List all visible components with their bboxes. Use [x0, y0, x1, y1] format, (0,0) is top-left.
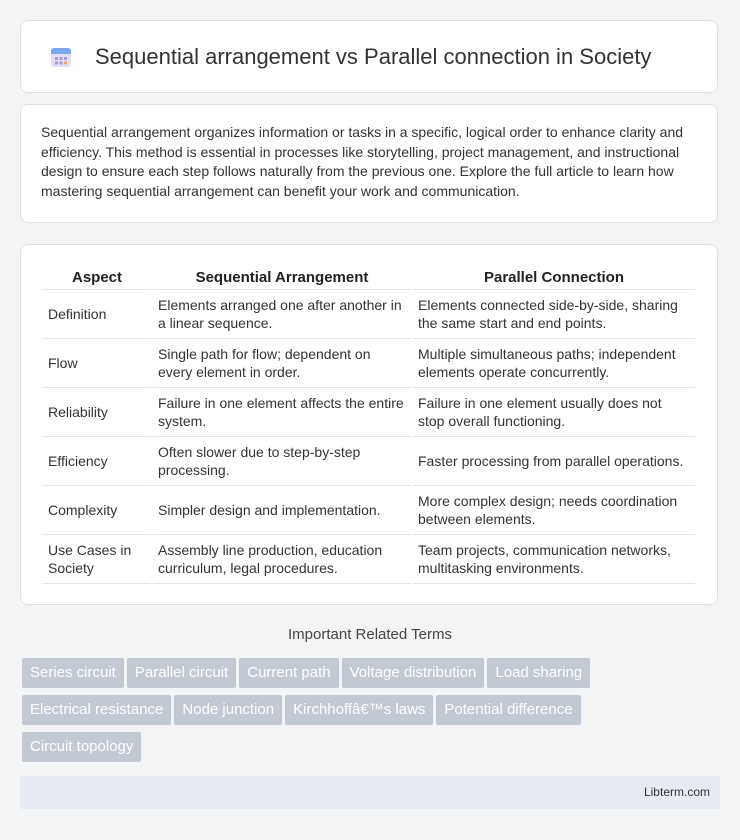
term-tag[interactable]: Parallel circuit: [127, 658, 236, 688]
row-sequential: Often slower due to step-by-step processing.: [153, 437, 411, 486]
table-row: [43, 388, 695, 437]
row-parallel: Elements connected side-by-side, sharing the same start and end points.: [413, 290, 695, 339]
header-parallel: Parallel Connection: [413, 267, 695, 290]
term-tag[interactable]: Series circuit: [22, 658, 124, 688]
footer-site-link[interactable]: Libterm.com: [643, 785, 710, 799]
term-tag[interactable]: Load sharing: [487, 658, 590, 688]
row-sequential: Single path for flow; dependent on every element in order.: [153, 339, 411, 388]
table-row: [43, 535, 695, 584]
table-row: [43, 486, 695, 535]
row-parallel: More complex design; needs coordination between elements.: [413, 486, 695, 535]
row-parallel: Faster processing from parallel operations.: [413, 437, 695, 486]
table-row: [43, 339, 695, 388]
row-sequential: Elements arranged one after another in a linear sequence.: [153, 290, 411, 339]
header-card: [20, 20, 718, 93]
table-row: [43, 290, 695, 339]
intro-text: Sequential arrangement organizes information or tasks in a specific, logical order to enhance clarity and efficiency. This method is essential in processes like storytelling, project management, and instructional design to ensure each step follows naturally from the previous one. Explore the full article to learn how mastering sequential arrangement can benefit your work and communication.: [41, 124, 684, 199]
row-sequential: Simpler design and implementation.: [153, 486, 411, 535]
row-parallel: Multiple simultaneous paths; independent elements operate concurrently.: [413, 339, 695, 388]
row-aspect: Complexity: [43, 486, 151, 535]
table-header-row: [43, 267, 695, 290]
row-sequential: Failure in one element affects the entire system.: [153, 388, 411, 437]
header-aspect: Aspect: [43, 267, 151, 290]
term-tag[interactable]: Voltage distribution: [342, 658, 485, 688]
row-parallel: Team projects, communication networks, multitasking environments.: [413, 535, 695, 584]
footer: [20, 776, 720, 809]
term-tag[interactable]: Circuit topology: [22, 732, 141, 762]
header-sequential: Sequential Arrangement: [153, 267, 411, 290]
row-sequential: Assembly line production, education curriculum, legal procedures.: [153, 535, 411, 584]
related-terms-title: Important Related Terms: [288, 626, 452, 643]
related-terms-list: [22, 658, 722, 769]
term-tag[interactable]: Potential difference: [436, 695, 580, 725]
comparison-table: [41, 267, 697, 584]
comparison-card: [20, 244, 718, 605]
row-aspect: Efficiency: [43, 437, 151, 486]
term-tag[interactable]: Kirchhoffâ€™s laws: [285, 695, 433, 725]
term-tag[interactable]: Node junction: [174, 695, 282, 725]
table-row: [43, 437, 695, 486]
row-aspect: Flow: [43, 339, 151, 388]
term-tag[interactable]: Electrical resistance: [22, 695, 171, 725]
row-aspect: Reliability: [43, 388, 151, 437]
calendar-icon: [49, 45, 73, 69]
page-title: Sequential arrangement vs Parallel connection in Society: [95, 43, 652, 69]
row-parallel: Failure in one element usually does not stop overall functioning.: [413, 388, 695, 437]
term-tag[interactable]: Current path: [239, 658, 338, 688]
row-aspect: Use Cases in Society: [43, 535, 151, 584]
row-aspect: Definition: [43, 290, 151, 339]
intro-card: [20, 104, 718, 223]
